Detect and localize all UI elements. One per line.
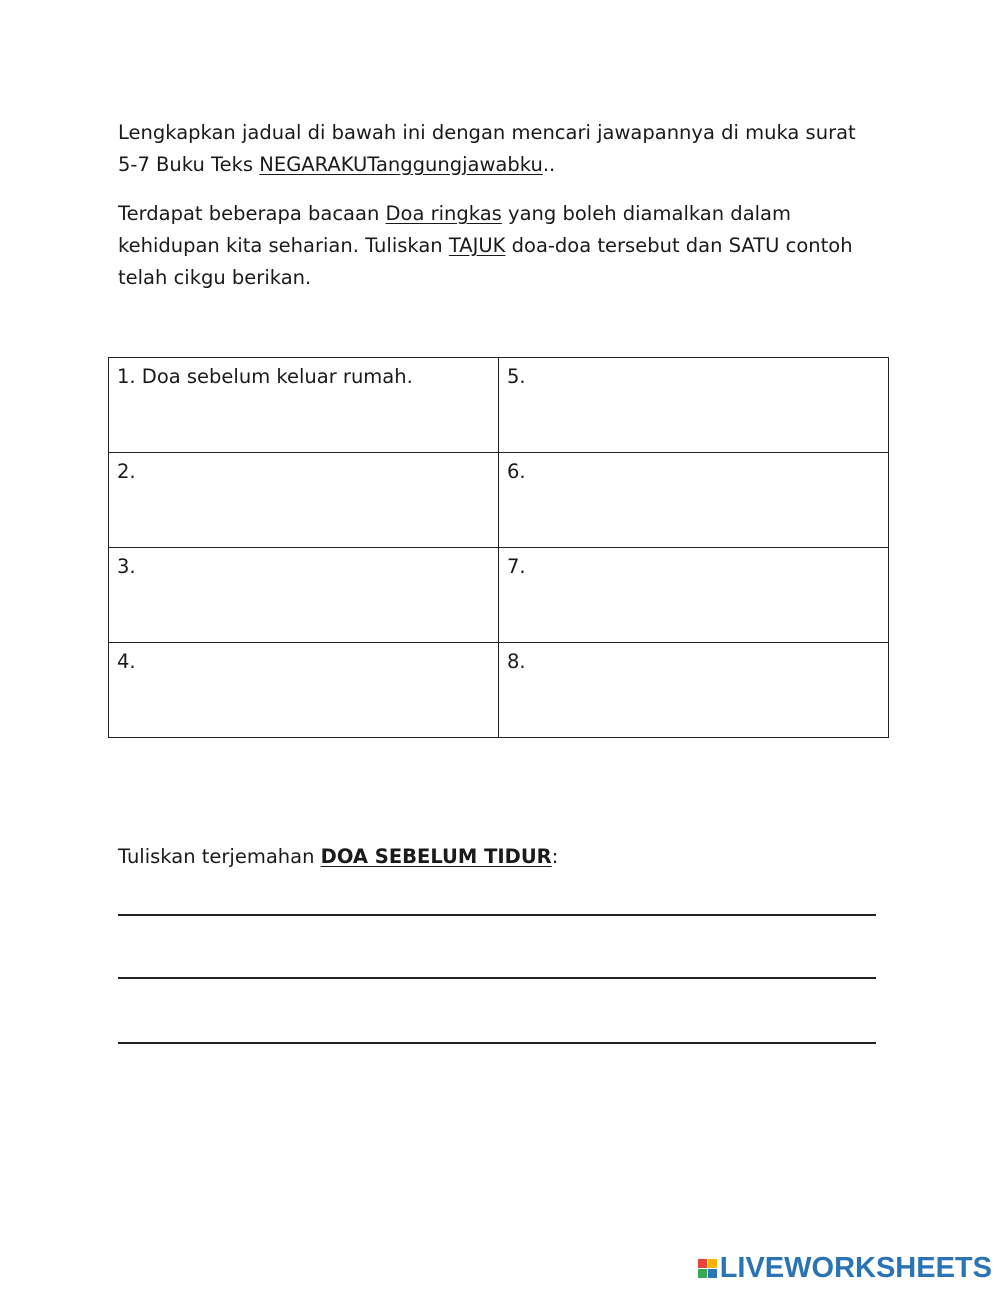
table-cell[interactable]: 1. Doa sebelum keluar rumah. — [109, 358, 499, 453]
brand-name: LIVEWORKSHEETS — [719, 1252, 992, 1284]
translation-prefix: Tuliskan terjemahan — [118, 845, 321, 868]
instruction-text: yang boleh diamalkan dalam kehidupan kita seharian. Tuliskan — [118, 202, 792, 257]
translation-suffix: : — [551, 845, 559, 868]
translation-title: DOA SEBELUM TIDUR — [320, 845, 552, 868]
answer-line[interactable] — [118, 1042, 876, 1044]
instruction-paragraph-2 — [118, 198, 878, 294]
logo-square — [708, 1269, 717, 1278]
liveworksheets-brand — [698, 1252, 992, 1284]
table-cell[interactable]: 4. — [109, 643, 499, 738]
instruction-paragraph-1 — [118, 117, 878, 181]
logo-square — [698, 1259, 707, 1268]
answer-table — [108, 357, 889, 738]
table-row — [109, 358, 889, 453]
instruction-text: Terdapat beberapa bacaan — [118, 202, 386, 225]
logo-square — [698, 1269, 707, 1278]
tajuk-label: TAJUK — [448, 234, 506, 257]
table-cell[interactable]: 5. — [499, 358, 889, 453]
instruction-text: doa-doa tersebut dan SATU contoh telah cikgu berikan. — [118, 234, 853, 289]
table-cell[interactable]: 6. — [499, 453, 889, 548]
table-row — [109, 548, 889, 643]
table-cell[interactable]: 7. — [499, 548, 889, 643]
table-cell[interactable]: 3. — [109, 548, 499, 643]
textbook-title: NEGARAKUTanggungjawabku — [259, 153, 543, 176]
table-cell[interactable]: 8. — [499, 643, 889, 738]
table-row — [109, 453, 889, 548]
table-cell[interactable]: 2. — [109, 453, 499, 548]
translation-prompt — [118, 841, 558, 873]
answer-line[interactable] — [118, 977, 876, 979]
instruction-text-end: .. — [542, 153, 556, 176]
instruction-text: Lengkapkan jadual di bawah ini dengan mencari jawapannya di muka surat 5-7 Buku Teks — [118, 121, 856, 176]
table-row — [109, 643, 889, 738]
logo-square — [708, 1259, 717, 1268]
doa-ringkas-label: Doa ringkas — [385, 202, 502, 225]
liveworksheets-logo-icon — [698, 1257, 717, 1279]
answer-line[interactable] — [118, 914, 876, 916]
